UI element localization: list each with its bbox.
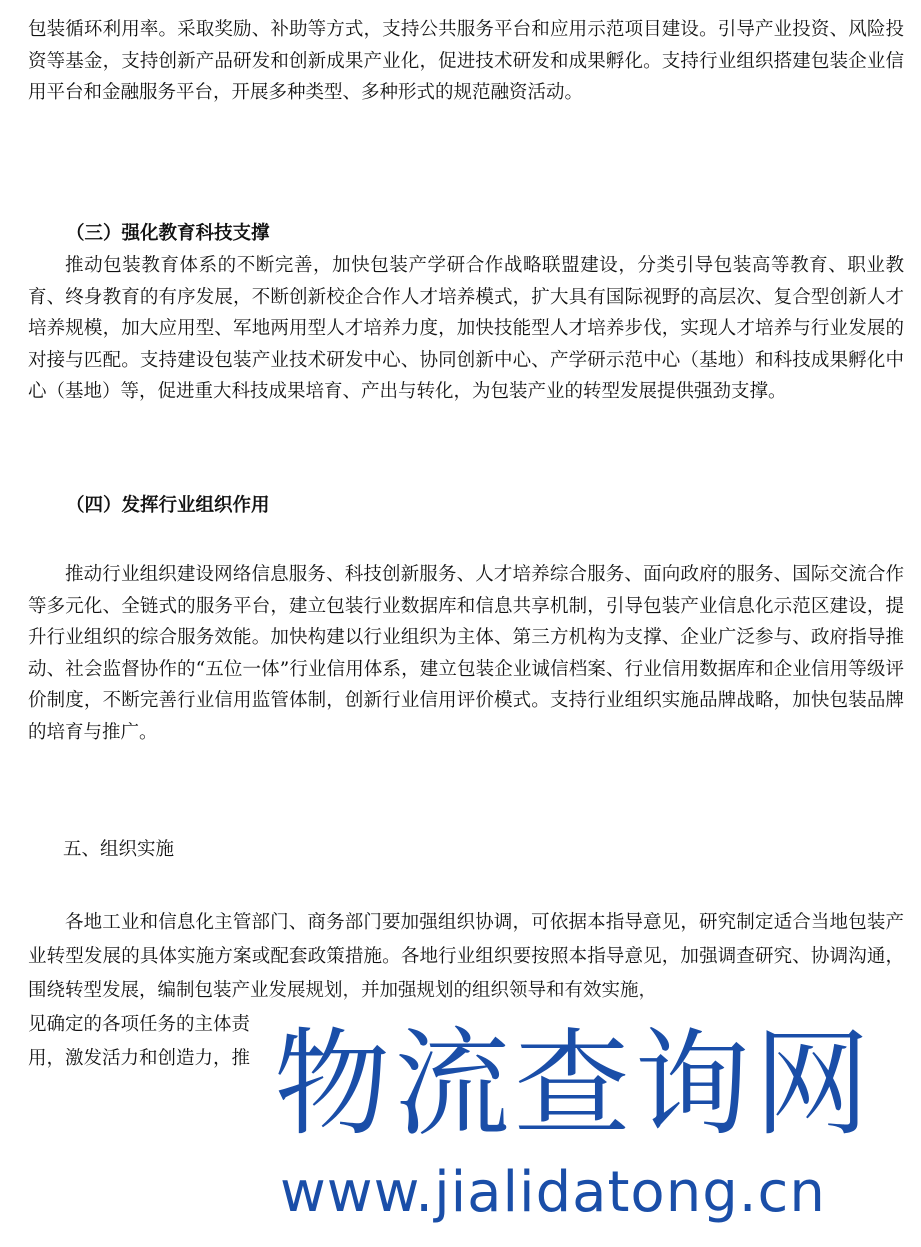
watermark-logo	[268, 1010, 921, 1247]
paragraph-funding: 包装循环利用率。采取奖励、补助等方式，支持公共服务平台和应用示范项目建设。引导产业投资、风险投资等基金，支持创新产品研发和创新成果产业化，促进技术研发和成果孵化。支持行业组织搭建包装企业信用平台和金融服务平台，开展多种类型、多种形式的规范融资活动。	[28, 19, 904, 103]
paragraph-implementation: 各地工业和信息化主管部门、商务部门要加强组织协调，可依据本指导意见，研究制定适合当地包装产业转型发展的具体实施方案或配套政策措施。各地行业组织要按照本指导意见，加强调查研究、协调沟通，围绕转型发展，编制包装产业发展规划，并加强规划的组织领导和有效实施，	[28, 912, 904, 1001]
paragraph-implementation-line6: 用，激发活力和创造力，推	[28, 1048, 251, 1069]
paragraph-implementation-line5: 见确定的各项任务的主体责	[28, 1014, 251, 1035]
section-heading-implementation: 五、组织实施	[63, 839, 175, 860]
paragraph-industry-org: 推动行业组织建设网络信息服务、科技创新服务、人才培养综合服务、面向政府的服务、国际交流合作等多元化、全链式的服务平台，建立包装行业数据库和信息共享机制，引导包装产业信息化示范区建设，提升行业组织的综合服务效能。加快构建以行业组织为主体、第三方机构为支撑、企业广泛参与、政府指导推动、社会监督协作的“五位一体”行业信用体系，建立包装企业诚信档案、行业信用数据库和企业信用等级评价制度，不断完善行业信用监管体制，创新行业信用评价模式。支持行业组织实施品牌战略，加快包装品牌的培育与推广。	[28, 564, 904, 743]
paragraph-education: 推动包装教育体系的不断完善，加快包装产学研合作战略联盟建设，分类引导包装高等教育、职业教育、终身教育的有序发展，不断创新校企合作人才培养模式，扩大具有国际视野的高层次、复合型创新人才培养规模，加大应用型、军地两用型人才培养力度，加快技能型人才培养步伐，实现人才培养与行业发展的对接与匹配。支持建设包装产业技术研发中心、协同创新中心、产学研示范中心（基地）和科技成果孵化中心（基地）等，促进重大科技成果培育、产出与转化，为包装产业的转型发展提供强劲支撑。	[28, 255, 904, 402]
section-heading-industry-org: （四）发挥行业组织作用	[66, 495, 270, 516]
watermark-chinese-text: 物流查询网	[274, 1017, 874, 1152]
section-heading-education: （三）强化教育科技支撑	[66, 223, 270, 244]
watermark-url-text: www.jialidatong.cn	[280, 1160, 826, 1225]
